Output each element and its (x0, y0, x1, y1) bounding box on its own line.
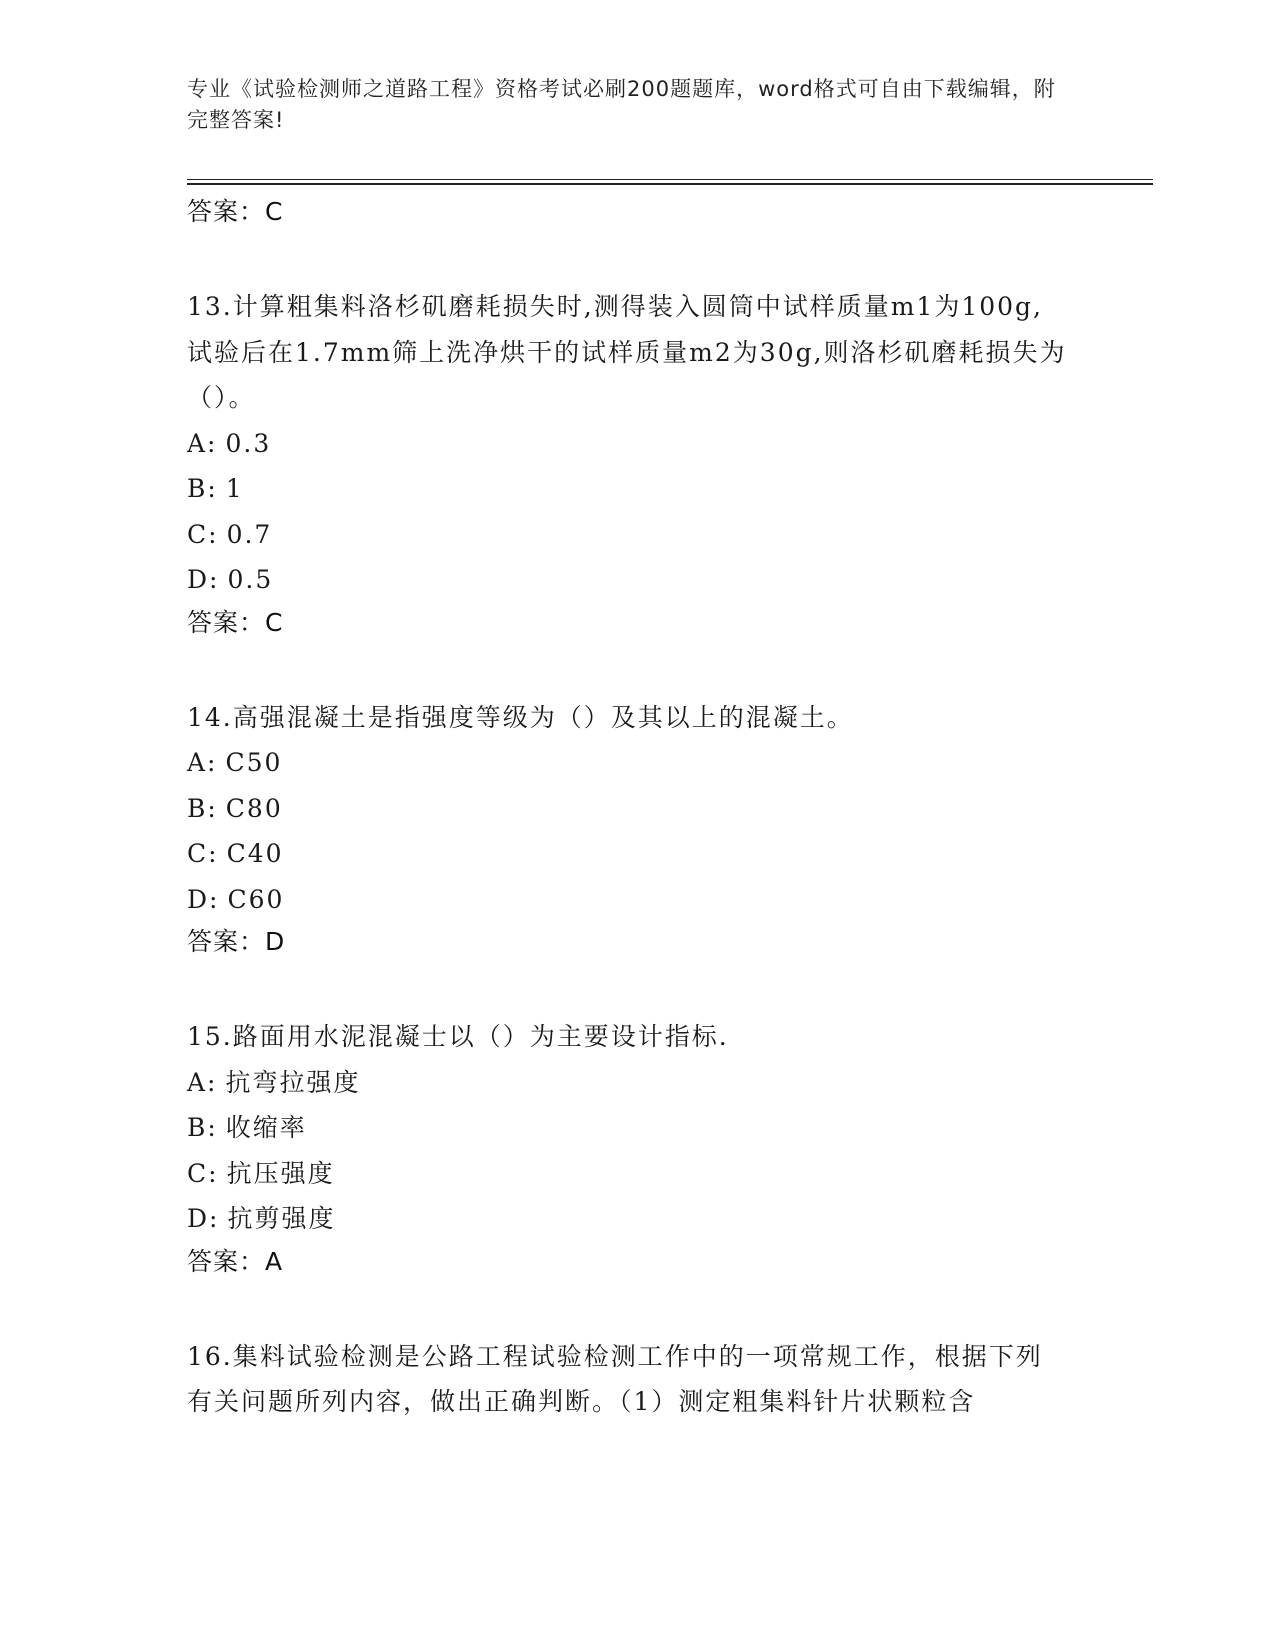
answer-label: 答案：C (187, 197, 284, 226)
option-c (187, 512, 1067, 558)
option-b (187, 786, 1067, 832)
option-d (187, 877, 1067, 923)
answer-label: 答案：D (187, 927, 286, 956)
option-letter: C: (187, 519, 219, 549)
option-text: C50 (225, 748, 283, 777)
answer-label: 答案：A (187, 1246, 284, 1276)
question-stem: 14.高强混凝土是指强度等级为（）及其以上的混凝土。 (187, 702, 854, 732)
option-d (187, 1196, 1067, 1242)
option-c (187, 1151, 1067, 1197)
option-letter: C: (187, 839, 219, 868)
question-stem: 15.路面用水泥混凝士以（）为主要设计指标. (187, 1022, 729, 1051)
question-stem: 16.集料试验检测是公路工程试验检测工作中的一项常规工作，根据下列有关问题所列内容，做出正确判断。（1）测定粗集料针片状颗粒含 (187, 1341, 1043, 1416)
answer-label: 答案：C (187, 607, 284, 637)
option-text: 抗弯拉强度 (225, 1067, 361, 1097)
question-14 (187, 695, 1067, 963)
option-letter: B: (187, 1113, 218, 1142)
option-text: 0.3 (225, 428, 272, 458)
option-letter: B: (187, 474, 218, 503)
option-letter: A: (187, 428, 218, 458)
option-letter: C: (187, 1158, 219, 1188)
option-a (187, 740, 1067, 786)
document-header: 专业《试验检测师之道路工程》资格考试必刷200题题库，word格式可自由下载编辑，附完整答案! (187, 77, 1056, 132)
option-letter: D: (187, 1204, 220, 1233)
option-text: 收缩率 (225, 1113, 307, 1142)
question-stem: 13.计算粗集料洛杉矶磨耗损失时,测得装入圆筒中试样质量m1为100g,试验后在1.7mm筛上洗净烘干的试样质量m2为30g,则洛杉矶磨耗损失为（）。 (187, 292, 1067, 412)
option-a (187, 1060, 1067, 1106)
question-16 (187, 1334, 1067, 1425)
option-d (187, 557, 1067, 603)
option-text: 0.7 (226, 519, 273, 549)
header-divider-thin (187, 179, 1153, 180)
question-15 (187, 1014, 1067, 1282)
option-letter: D: (187, 565, 220, 594)
option-text: C40 (226, 839, 284, 868)
option-text: C80 (225, 793, 283, 823)
option-letter: A: (187, 748, 218, 777)
header-divider-thick (187, 183, 1153, 185)
option-text: 抗剪强度 (227, 1204, 336, 1233)
option-text: C60 (227, 884, 285, 914)
option-text: 1 (225, 474, 244, 503)
option-a (187, 421, 1067, 467)
option-b (187, 1105, 1067, 1151)
option-c (187, 831, 1067, 877)
option-letter: A: (187, 1067, 218, 1097)
question-list (187, 192, 1067, 1425)
option-text: 抗压强度 (226, 1158, 335, 1188)
question-13 (187, 284, 1067, 643)
option-text: 0.5 (227, 565, 274, 594)
option-b (187, 466, 1067, 512)
option-letter: D: (187, 884, 220, 914)
option-letter: B: (187, 793, 218, 823)
